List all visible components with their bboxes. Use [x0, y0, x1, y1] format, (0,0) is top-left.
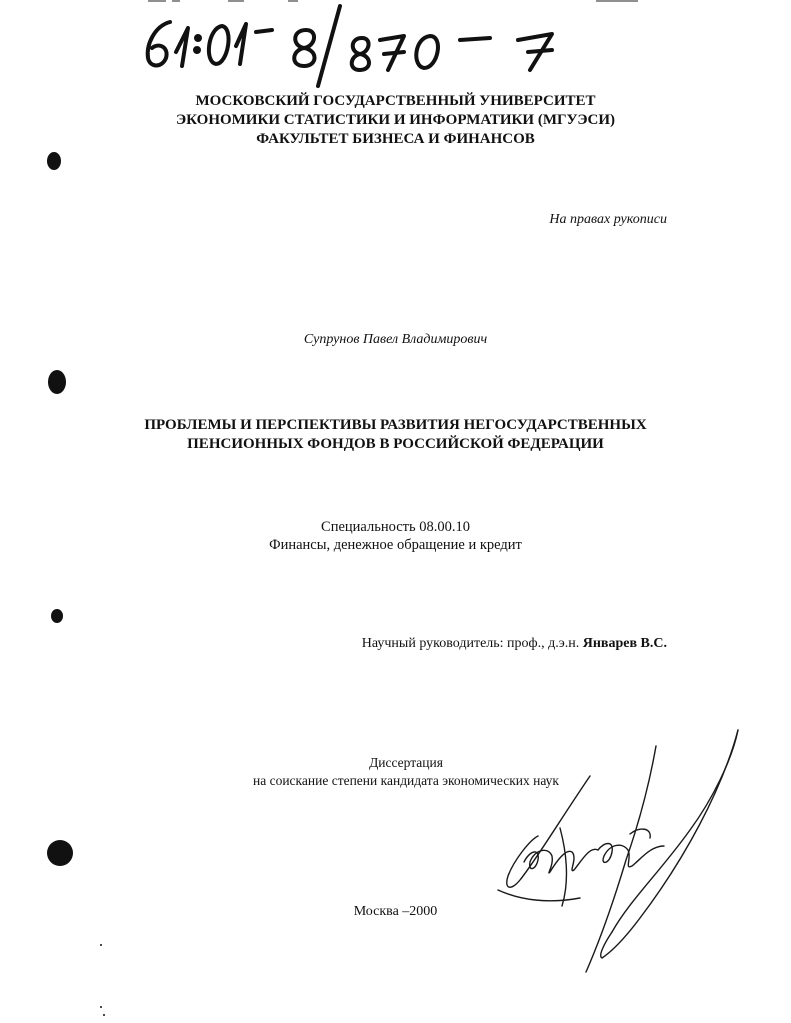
- scan-dot-2: [100, 1006, 102, 1008]
- binding-hole-mark-1: [47, 152, 61, 170]
- university-name-line1: МОСКОВСКИЙ ГОСУДАРСТВЕННЫЙ УНИВЕРСИТЕТ: [195, 93, 596, 109]
- specialty-code: Специальность 08.00.10: [321, 519, 470, 535]
- title-line1: ПРОБЛЕМЫ И ПЕРСПЕКТИВЫ РАЗВИТИЯ НЕГОСУДАРСТВЕННЫХ: [144, 417, 647, 433]
- university-name-line2: ЭКОНОМИКИ СТАТИСТИКИ И ИНФОРМАТИКИ (МГУЭСИ): [175, 112, 616, 128]
- supervisor-name: Январев В.С.: [582, 636, 667, 651]
- title-line2: ПЕНСИОННЫХ ФОНДОВ В РОССИЙСКОЙ ФЕДЕРАЦИИ: [187, 436, 604, 452]
- scan-dot-3: [103, 1014, 105, 1016]
- manuscript-rights-note: На правах рукописи: [549, 212, 667, 227]
- faculty-name: ФАКУЛЬТЕТ БИЗНЕСА И ФИНАНСОВ: [256, 131, 535, 147]
- binding-hole-mark-3: [51, 609, 63, 623]
- binding-hole-mark-2: [48, 370, 66, 394]
- supervisor-label: Научный руководитель: проф., д.э.н.: [361, 636, 580, 651]
- degree-statement: на соискание степени кандидата экономических наук: [252, 773, 559, 788]
- binding-hole-mark-4: [47, 840, 73, 866]
- city-and-year: Москва –2000: [353, 904, 438, 919]
- author-name: Супрунов Павел Владимирович: [303, 332, 488, 347]
- scan-dot-1: [100, 944, 102, 946]
- specialty-name: Финансы, денежное обращение и кредит: [269, 537, 522, 553]
- dissertation-label: Диссертация: [369, 755, 443, 770]
